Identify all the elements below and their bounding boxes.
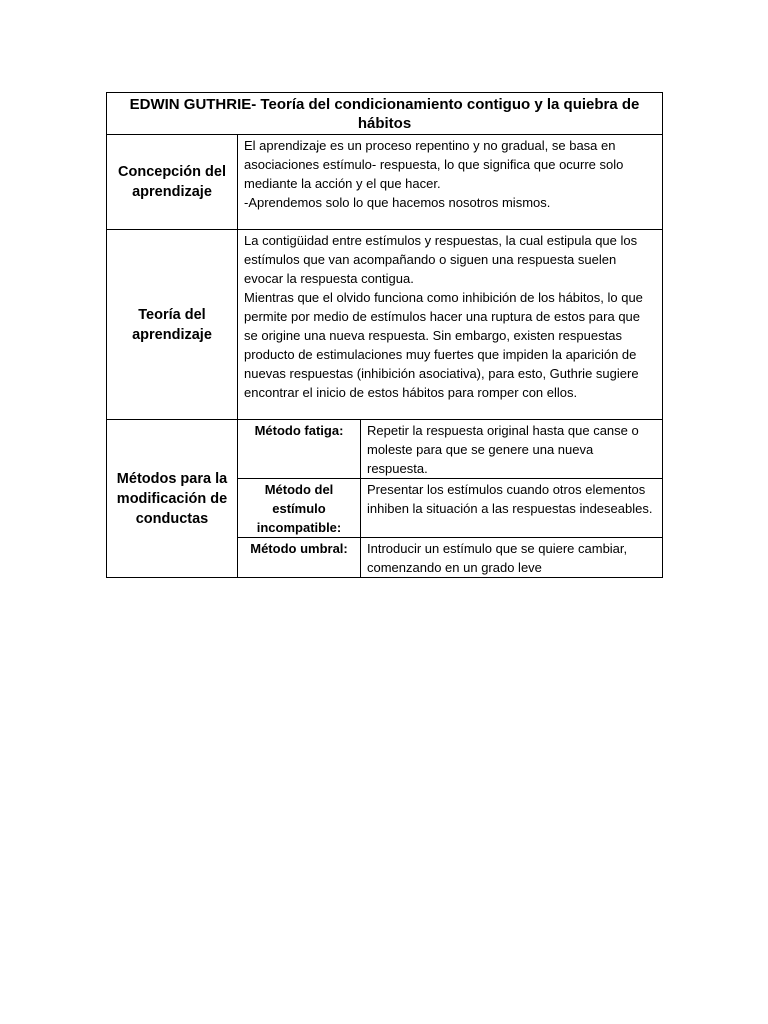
method-row xyxy=(238,538,662,578)
row-label-teoria: Teoría del aprendizaje xyxy=(107,230,238,420)
table-title: EDWIN GUTHRIE- Teoría del condicionamiento contiguo y la quiebra de hábitos xyxy=(107,93,663,135)
row-label-metodos: Métodos para la modificación de conductas xyxy=(107,420,238,578)
title-row xyxy=(107,93,663,135)
method-name-estimulo-incompatible: Método del estímulo incompatible: xyxy=(238,479,361,538)
method-row xyxy=(238,479,662,538)
row-content-concepcion xyxy=(238,135,663,230)
row-metodos xyxy=(107,420,663,578)
row-content-teoria xyxy=(238,230,663,420)
guthrie-summary-table xyxy=(106,92,663,578)
paragraph: La contigüidad entre estímulos y respuestas, la cual estipula que los estímulos que van acompañando o siguen una respuesta suelen evocar la respuesta contigua. xyxy=(244,233,638,286)
row-concepcion xyxy=(107,135,663,230)
method-desc-estimulo-incompatible: Presentar los estímulos cuando otros elementos inhiben la situación a las respuestas indeseables. xyxy=(361,479,663,538)
methods-table xyxy=(238,420,662,577)
row-teoria xyxy=(107,230,663,420)
row-label-concepcion: Concepción del aprendizaje xyxy=(107,135,238,230)
paragraph: Mientras que el olvido funciona como inhibición de los hábitos, lo que permite por medio de estímulos hacer una ruptura de estos para que se origine una nueva respuesta. Sin embargo, existen respuestas producto de estimulaciones muy fuertes que impiden la aparición de nuevas respuestas (inhibición asociativa), para esto, Guthrie sugiere encontrar el inicio de estos hábitos para romper con ellos. xyxy=(244,290,643,400)
paragraph: -Aprendemos solo lo que hacemos nosotros mismos. xyxy=(244,195,551,210)
method-desc-umbral: Introducir un estímulo que se quiere cambiar, comenzando en un grado leve xyxy=(367,541,628,575)
method-row xyxy=(238,420,662,479)
methods-cell xyxy=(238,420,663,578)
paragraph: El aprendizaje es un proceso repentino y no gradual, se basa en asociaciones estímulo- respuesta, lo que significa que ocurre solo mediante la acción y el que hacer. xyxy=(244,138,624,191)
method-desc-fatiga: Repetir la respuesta original hasta que canse o moleste para que se genere una nueva respuesta. xyxy=(361,420,663,479)
method-name-umbral: Método umbral: xyxy=(238,538,361,578)
method-name-fatiga: Método fatiga: xyxy=(238,420,361,479)
